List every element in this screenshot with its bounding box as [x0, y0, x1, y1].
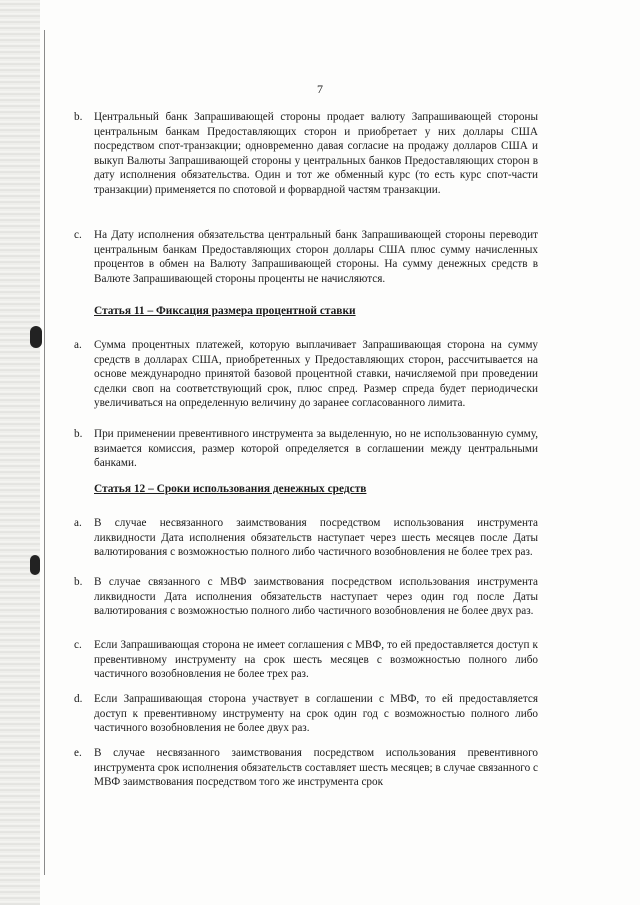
item-text: В случае несвязанного заимствования посредством использования инструмента ликвидности Дата исполнения обязательств наступает через шесть месяцев после Даты валютирования с возможностью полного либо частичного возобновления не более трех раз.	[94, 517, 538, 559]
article-11-heading: Статья 11 – Фиксация размера процентной ставки	[94, 305, 356, 317]
item-label: d.	[74, 693, 83, 705]
punch-hole-icon	[30, 555, 40, 575]
list-item	[74, 575, 538, 619]
item-label: c.	[74, 639, 82, 651]
list-item	[74, 228, 538, 286]
item-label: b.	[74, 576, 83, 588]
item-label: b.	[74, 428, 83, 440]
list-item	[74, 338, 538, 411]
item-text: В случае несвязанного заимствования посредством использования превентивного инструмента срок исполнения обязательств составляет шесть месяцев; в случае связанного с МВФ заимствования посредством того же инструмента срок	[94, 747, 538, 789]
list-item	[74, 746, 538, 790]
page-number: 7	[317, 82, 323, 96]
item-label: a.	[74, 339, 82, 351]
item-label: e.	[74, 747, 82, 759]
list-item	[74, 427, 538, 471]
item-text: На Дату исполнения обязательства центральный банк Запрашивающей стороны переводит центральным банкам Предоставляющих сторон доллары США плюс сумму начисленных процентов в обмен на Валюту Запрашивающей стороны. На сумму денежных средств в Валюте Запрашивающей стороны проценты не начисляются.	[94, 229, 538, 285]
item-text: Если Запрашивающая сторона не имеет соглашения с МВФ, то ей предоставляется доступ к превентивному инструменту на срок шесть месяцев с возможностью полного либо частичного возобновления не более трех раз.	[94, 639, 538, 681]
list-item	[74, 638, 538, 682]
scan-edge-shadow	[0, 0, 40, 905]
list-item	[74, 110, 538, 198]
item-text: Сумма процентных платежей, которую выплачивает Запрашивающая сторона на сумму средств в долларах США, приобретенных у Предоставляющих сторон, рассчитывается на основе международно принятой базовой процентной ставки, начисляемой при проведении сделки своп на соответствующий срок, плюс спред. Размер спреда будет периодически увеличиваться на определенную величину до заранее согласованного лимита.	[94, 339, 538, 410]
punch-hole-icon	[30, 326, 42, 348]
item-text: Центральный банк Запрашивающей стороны продает валюту Запрашивающей стороны центральным банкам Предоставляющих сторон и приобретает у них доллары США посредством спот-транзакции; одновременно давая согласие на продажу долларов США и выкуп Валюты Запрашивающей стороны у центральных банков Предоставляющих сторон в дату исполнения обязательства. Один и тот же обменный курс (то есть курс спот-части транзакции) применяется по спотовой и форвардной частям транзакции.	[94, 111, 538, 196]
item-text: В случае связанного с МВФ заимствования посредством использования инструмента ликвидности Дата исполнения обязательств наступает через один год после Даты валютирования с возможностью полного либо частичного возобновления не более двух раз.	[94, 576, 538, 618]
scan-edge-line	[44, 30, 45, 875]
item-label: b.	[74, 111, 83, 123]
item-text: При применении превентивного инструмента за выделенную, но не использованную сумму, взимается комиссия, размер которой определяется в соглашении между центральными банками.	[94, 428, 538, 470]
list-item	[74, 692, 538, 736]
item-label: c.	[74, 229, 82, 241]
list-item	[74, 516, 538, 560]
item-text: Если Запрашивающая сторона участвует в соглашении с МВФ, то ей предоставляется доступ к превентивному инструменту на срок один год с возможностью полного либо частичного возобновления не более двух раз.	[94, 693, 538, 735]
article-12-heading: Статья 12 – Сроки использования денежных средств	[94, 483, 367, 495]
item-label: a.	[74, 517, 82, 529]
